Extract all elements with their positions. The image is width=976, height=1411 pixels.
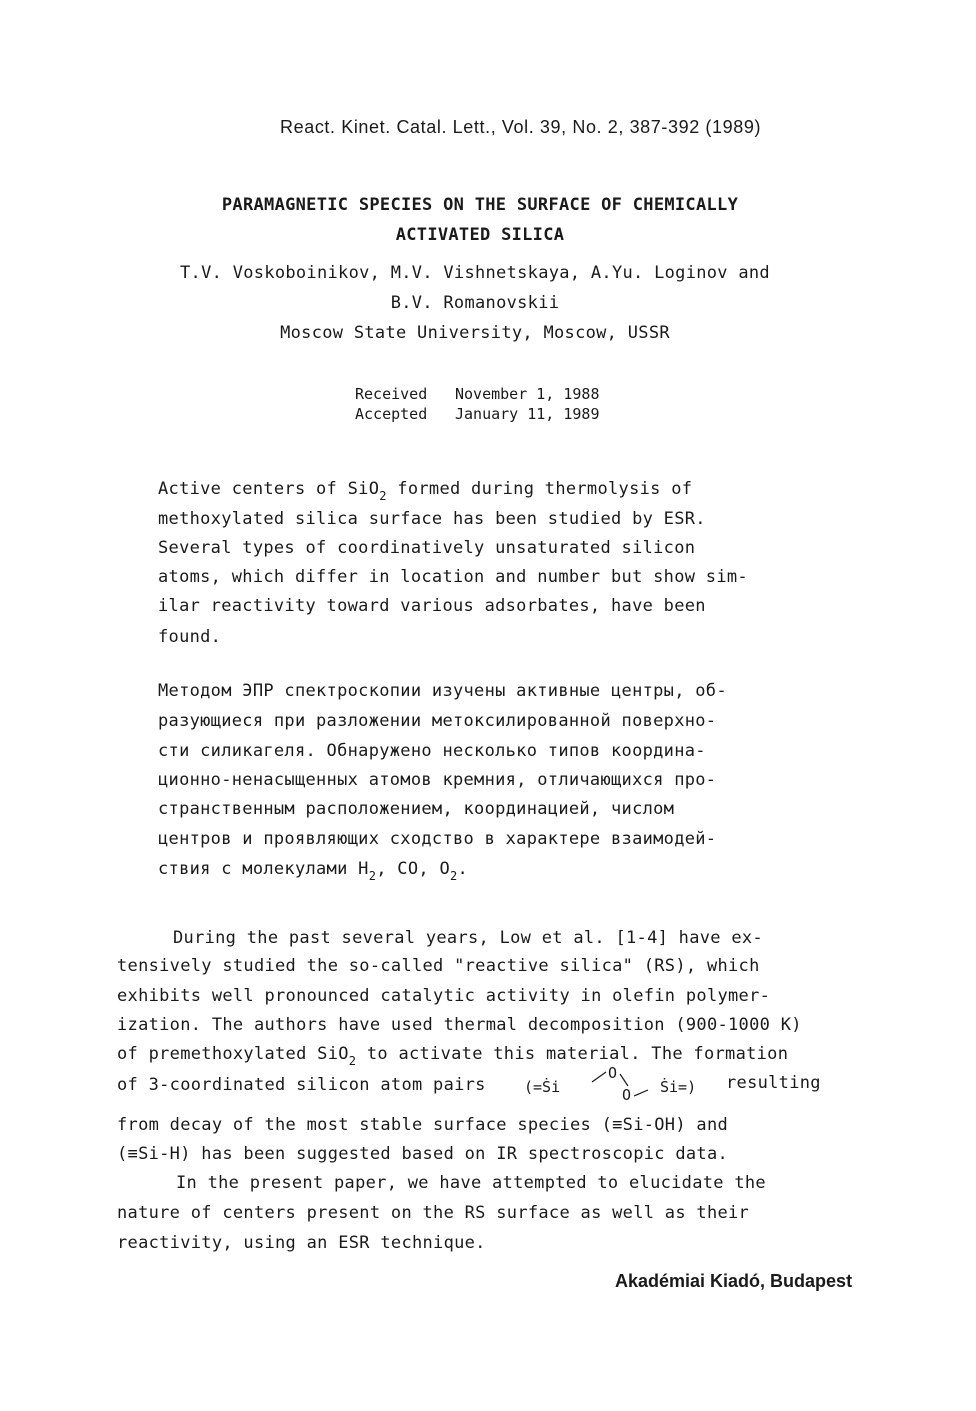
abstract-ru-line: странственным расположением, координацией, числом xyxy=(158,799,675,819)
silicon-pair-structure xyxy=(524,1064,724,1108)
body-line: exhibits well pronounced catalytic activity in olefin polymer- xyxy=(117,986,771,1006)
affiliation: Moscow State University, Moscow, USSR xyxy=(280,323,670,343)
structure-bottom-oxygen: O xyxy=(622,1086,632,1104)
accepted-date xyxy=(355,405,600,423)
abstract-ru-line: центров и проявляющих сходство в характере взаимодей- xyxy=(158,829,717,849)
body-line: reactivity, using an ESR technique. xyxy=(117,1233,486,1253)
body-line: resulting xyxy=(726,1073,821,1093)
abstract-en-line: Active centers of SiO$_2$ formed during thermolysis of xyxy=(158,479,693,503)
abstract-en-line: methoxylated silica surface has been studied by ESR. xyxy=(158,509,706,529)
received-value: November 1, 1988 xyxy=(455,385,600,403)
journal-citation: React. Kinet. Catal. Lett., Vol. 39, No. 2, 387-392 (1989) xyxy=(280,117,762,137)
abstract-ru-line: Методом ЭПР спектроскопии изучены активные центры, об- xyxy=(158,681,727,701)
authors-line-1: T.V. Voskoboinikov, M.V. Vishnetskaya, A.Yu. Loginov and xyxy=(180,263,770,283)
accepted-label: Accepted xyxy=(355,405,428,423)
abstract-ru-line: ционно-ненасыщенных атомов кремния, отличающихся про- xyxy=(158,770,717,790)
abstract-ru-line: сти силикагеля. Обнаружено несколько типов координа- xyxy=(158,741,706,761)
abstract-en-line: ilar reactivity toward various adsorbates, have been xyxy=(158,596,706,616)
abstract-en-line: atoms, which differ in location and number but show sim- xyxy=(158,567,748,587)
received-date xyxy=(355,385,600,403)
structure-top-oxygen: O xyxy=(608,1064,618,1082)
body-line: of premethoxylated SiO$_2$ to activate this material. The formation xyxy=(117,1044,789,1068)
body-line: tensively studied the so-called "reactive silica" (RS), which xyxy=(117,956,760,976)
structure-left: (=Ṡi xyxy=(524,1078,561,1096)
received-label: Received xyxy=(355,385,428,403)
abstract-ru-line: ствия с молекулами $H_2$, CO, $O_2$. xyxy=(158,859,469,883)
body-line: nature of centers present on the RS surface as well as their xyxy=(117,1203,750,1223)
abstract-en-line: found. xyxy=(158,627,222,647)
body-line: of 3-coordinated silicon atom pairs xyxy=(117,1075,486,1095)
body-line: (≡Si-H) has been suggested based on IR spectroscopic data. xyxy=(117,1144,729,1164)
abstract-ru-line: разующиеся при разложении метоксилированной поверхно- xyxy=(158,711,717,731)
body-line: In the present paper, we have attempted to elucidate the xyxy=(176,1173,766,1193)
paper-title-line-1: PARAMAGNETIC SPECIES ON THE SURFACE OF CHEMICALLY xyxy=(221,195,739,215)
body-line: ization. The authors have used thermal decomposition (900-1000 K) xyxy=(117,1015,802,1035)
authors-line-2: B.V. Romanovskii xyxy=(390,293,560,313)
publisher: Akadémiai Kiadó, Budapest xyxy=(615,1271,853,1291)
abstract-en-line: Several types of coordinatively unsaturated silicon xyxy=(158,538,696,558)
paper-title-line-2: ACTIVATED SILICA xyxy=(395,225,565,245)
body-line: from decay of the most stable surface species (≡Si-OH) and xyxy=(117,1115,729,1135)
structure-right: Ṡi=) xyxy=(660,1078,697,1096)
body-line: During the past several years, Low et al. [1-4] have ex- xyxy=(173,928,763,948)
accepted-value: January 11, 1989 xyxy=(455,405,600,423)
structure-bonds xyxy=(524,1064,724,1108)
